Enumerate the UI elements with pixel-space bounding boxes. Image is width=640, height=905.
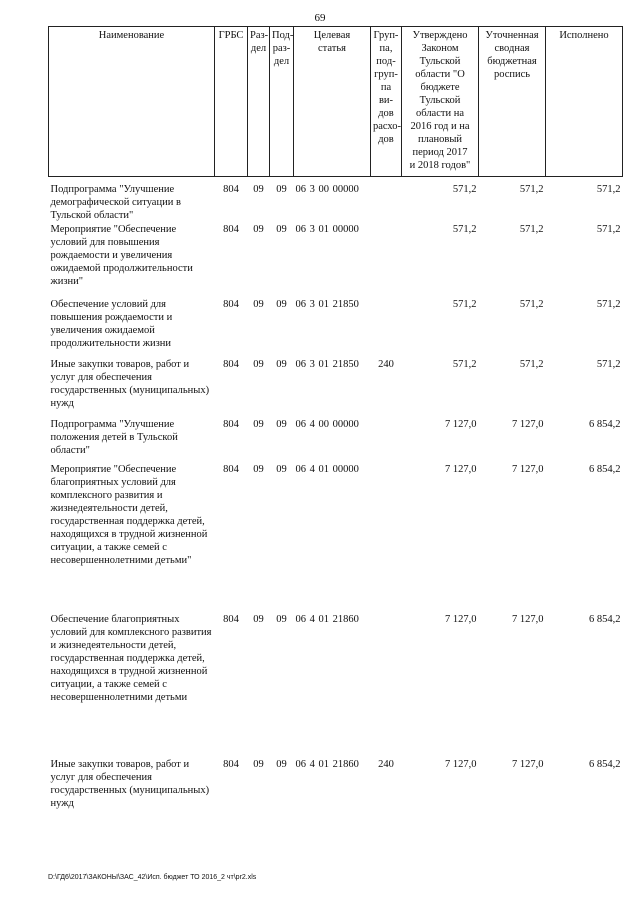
row-executed: 571,2 [596, 299, 621, 310]
row-razdel: 09 [253, 359, 264, 370]
row-approved: 571,2 [452, 224, 477, 235]
row-grbs: 804 [223, 359, 239, 370]
row-article: 06 4 01 00000 [295, 464, 359, 475]
table-row [49, 612, 623, 757]
table-row [49, 357, 623, 417]
header-grbs: ГРБС [215, 27, 248, 177]
row-name: Обеспечение благоприятных условий для комплексного развития и жизнедеятельности детей, государственная поддержка детей, находящихся в трудной жизненной ситуации, а также семей с несовершеннолетними детьми [50, 614, 212, 703]
row-podrazdel: 09 [276, 759, 287, 770]
row-razdel: 09 [253, 759, 264, 770]
row-razdel: 09 [253, 614, 264, 625]
row-executed: 6 854,2 [589, 419, 621, 430]
table-row [49, 462, 623, 612]
row-refined: 571,2 [519, 299, 544, 310]
row-name: Иные закупки товаров, работ и услуг для обеспечения государственных (муниципальных) нужд [50, 759, 210, 809]
table-row [49, 222, 623, 297]
header-podrazdel: Под- раз- дел [270, 27, 294, 177]
row-podrazdel: 09 [276, 299, 287, 310]
header-article: Целевая статья [294, 27, 371, 177]
row-podrazdel: 09 [276, 184, 287, 195]
row-razdel: 09 [253, 419, 264, 430]
header-row [49, 27, 623, 177]
row-group [371, 417, 402, 462]
row-group [371, 462, 402, 612]
row-podrazdel: 09 [276, 419, 287, 430]
row-article: 06 4 00 00000 [295, 419, 359, 430]
row-refined: 571,2 [519, 359, 544, 370]
row-executed: 571,2 [596, 184, 621, 195]
row-approved: 7 127,0 [445, 759, 477, 770]
row-group [371, 222, 402, 297]
row-grbs: 804 [223, 224, 239, 235]
file-path-footer: D:\ГД6\2017\ЗАКОНЫ\ЗАС_42\Исп. бюджет ТО 2016_2 чт\pr2.xls [48, 874, 257, 881]
row-group [371, 297, 402, 357]
row-grbs: 804 [223, 184, 239, 195]
row-grbs: 804 [223, 614, 239, 625]
budget-table [48, 26, 623, 817]
header-approved: Утверждено Законом Тульской области "О бюджете Тульской области на 2016 год и на плановый период 2017 и 2018 годов" [402, 27, 479, 177]
row-name: Мероприятие "Обеспечение благоприятных условий для комплексного развития и жизнедеятельности детей, государственная поддержка детей, находящихся в трудной жизненной ситуации, а также семей с несовершеннолетними детьми" [50, 464, 208, 566]
row-podrazdel: 09 [276, 359, 287, 370]
row-executed: 6 854,2 [589, 759, 621, 770]
row-grbs: 804 [223, 299, 239, 310]
page-number: 69 [314, 12, 326, 24]
row-refined: 7 127,0 [512, 464, 544, 475]
row-group: 240 [378, 759, 394, 770]
header-executed: Исполнено [546, 27, 623, 177]
row-group [371, 612, 402, 757]
row-podrazdel: 09 [276, 614, 287, 625]
row-razdel: 09 [253, 464, 264, 475]
row-refined: 7 127,0 [512, 419, 544, 430]
row-approved: 7 127,0 [445, 614, 477, 625]
row-executed: 571,2 [596, 359, 621, 370]
header-group: Груп- па, под- груп- па ви- дов расхо- дов [371, 27, 402, 177]
row-razdel: 09 [253, 299, 264, 310]
row-article: 06 3 01 00000 [295, 224, 359, 235]
row-name: Подпрограмма "Улучшение положения детей в Тульской области" [50, 419, 178, 456]
row-name: Мероприятие "Обеспечение условий для повышения рождаемости и увеличения ожидаемой продолжительности жизни" [50, 224, 193, 287]
row-article: 06 4 01 21860 [295, 759, 359, 770]
row-approved: 7 127,0 [445, 464, 477, 475]
row-approved: 571,2 [452, 184, 477, 195]
row-grbs: 804 [223, 419, 239, 430]
row-approved: 571,2 [452, 359, 477, 370]
row-grbs: 804 [223, 759, 239, 770]
header-refined: Уточненная сводная бюджетная роспись [479, 27, 546, 177]
row-razdel: 09 [253, 184, 264, 195]
table-row [49, 757, 623, 817]
row-grbs: 804 [223, 464, 239, 475]
header-name: Наименование [49, 27, 215, 177]
row-refined: 571,2 [519, 224, 544, 235]
row-group [371, 177, 402, 223]
row-article: 06 4 01 21860 [295, 614, 359, 625]
header-razdel: Раз- дел [248, 27, 270, 177]
row-refined: 7 127,0 [512, 614, 544, 625]
row-executed: 571,2 [596, 224, 621, 235]
row-executed: 6 854,2 [589, 464, 621, 475]
row-executed: 6 854,2 [589, 614, 621, 625]
row-group: 240 [378, 359, 394, 370]
row-approved: 7 127,0 [445, 419, 477, 430]
table-row [49, 177, 623, 223]
row-article: 06 3 01 21850 [295, 359, 359, 370]
row-refined: 571,2 [519, 184, 544, 195]
row-podrazdel: 09 [276, 464, 287, 475]
row-article: 06 3 01 21850 [295, 299, 359, 310]
row-razdel: 09 [253, 224, 264, 235]
row-name: Обеспечение условий для повышения рождаемости и увеличения ожидаемой продолжительности жизни [50, 299, 173, 349]
row-approved: 571,2 [452, 299, 477, 310]
row-article: 06 3 00 00000 [295, 184, 359, 195]
row-name: Иные закупки товаров, работ и услуг для обеспечения государственных (муниципальных) нужд [50, 359, 210, 409]
row-name: Подпрограмма "Улучшение демографической ситуации в Тульской области" [50, 184, 181, 221]
table-row [49, 297, 623, 357]
row-podrazdel: 09 [276, 224, 287, 235]
table-row [49, 417, 623, 462]
row-refined: 7 127,0 [512, 759, 544, 770]
